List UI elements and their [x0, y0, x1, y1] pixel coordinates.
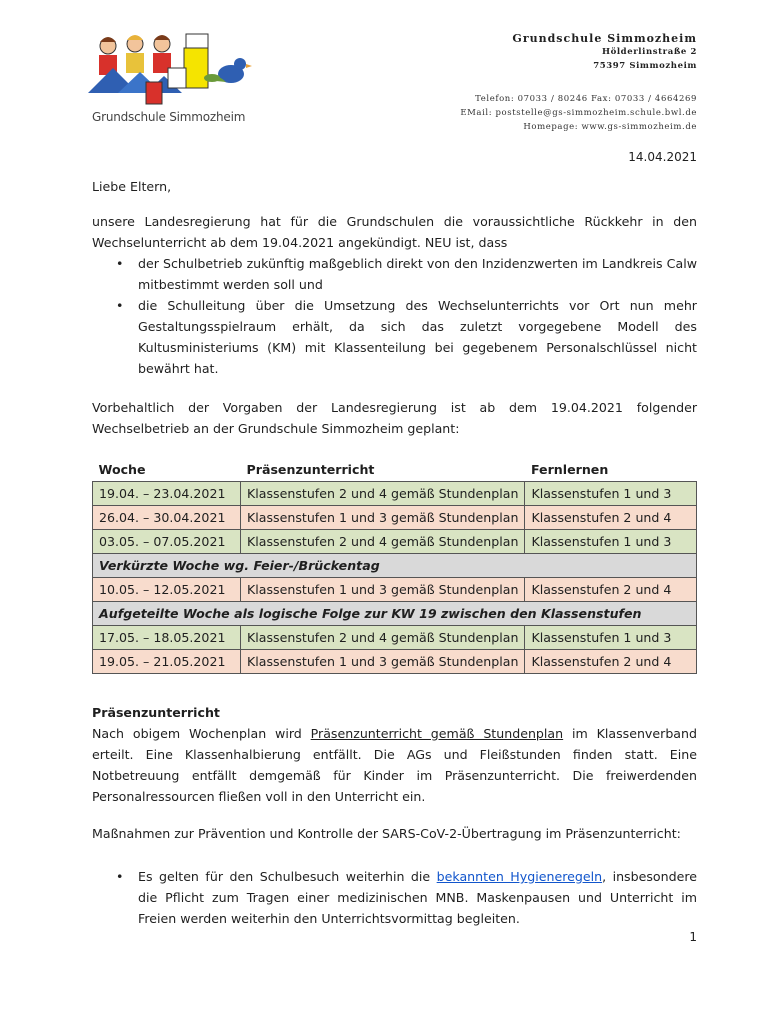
- cell-remote: Klassenstufen 2 und 4: [525, 506, 697, 530]
- page-number: 1: [689, 930, 697, 944]
- cell-note: Aufgeteilte Woche als logische Folge zur KW 19 zwischen den Klassenstufen: [93, 602, 697, 626]
- intro-paragraph: unsere Landesregierung hat für die Grundschulen die voraussichtliche Rückkehr in den Wechselunterricht ab dem 19.04.2021 angekündigt. NEU ist, dass: [92, 214, 697, 250]
- table-row: [93, 578, 697, 602]
- bullet-icon: •: [116, 256, 124, 271]
- cell-week: 26.04. – 30.04.2021: [93, 506, 241, 530]
- hygiene-rules-link[interactable]: bekannten Hygieneregeln: [436, 869, 603, 884]
- phone-fax: Telefon: 07033 / 80246 Fax: 07033 / 4664269: [475, 94, 697, 104]
- measure-text-end: , insbesondere die Pflicht zum Tragen einer medizinischen MNB. Maskenpausen und Unterricht im Freien werden weiterhin den Unterrichtsvormittag begleiten.: [138, 869, 697, 926]
- cell-remote: Klassenstufen 1 und 3: [525, 626, 697, 650]
- presence-paragraph: [92, 723, 697, 807]
- homepage: Homepage: www.gs-simmozheim.de: [523, 122, 697, 132]
- cell-week: 17.05. – 18.05.2021: [93, 626, 241, 650]
- letter-date: 14.04.2021: [628, 150, 697, 164]
- cell-remote: Klassenstufen 2 und 4: [525, 650, 697, 674]
- presence-underlined-text: Präsenzunterricht gemäß Stundenplan: [310, 726, 564, 741]
- cell-presence: Klassenstufen 1 und 3 gemäß Stundenplan: [241, 650, 525, 674]
- column-header-remote: Fernlernen: [530, 461, 609, 477]
- cell-remote: Klassenstufen 2 und 4: [525, 578, 697, 602]
- logo-caption: Grundschule Simmozheim: [92, 110, 246, 124]
- column-header-week: Woche: [98, 461, 146, 477]
- cell-presence: Klassenstufen 2 und 4 gemäß Stundenplan: [241, 530, 525, 554]
- table-row: [93, 626, 697, 650]
- table-header-row: [93, 457, 697, 482]
- greeting: Liebe Eltern,: [92, 179, 172, 194]
- cell-presence: Klassenstufen 2 und 4 gemäß Stundenplan: [241, 626, 525, 650]
- cell-note: Verkürzte Woche wg. Feier-/Brückentag: [93, 554, 697, 578]
- table-row: [93, 482, 697, 506]
- bullet-icon: •: [116, 298, 124, 313]
- table-row: [93, 650, 697, 674]
- list-item: [92, 866, 697, 929]
- contact-block: [460, 92, 697, 134]
- cell-week: 10.05. – 12.05.2021: [93, 578, 241, 602]
- cell-presence: Klassenstufen 1 und 3 gemäß Stundenplan: [241, 506, 525, 530]
- cell-week: 19.05. – 21.05.2021: [93, 650, 241, 674]
- cell-presence: Klassenstufen 1 und 3 gemäß Stundenplan: [241, 578, 525, 602]
- table-row: [93, 530, 697, 554]
- measures-intro: Maßnahmen zur Prävention und Kontrolle der SARS-CoV-2-Übertragung im Präsenzunterricht:: [92, 826, 681, 841]
- cell-week: 03.05. – 07.05.2021: [93, 530, 241, 554]
- table-note-row: [93, 602, 697, 626]
- presence-heading: Präsenzunterricht: [92, 705, 220, 720]
- bullet-icon: •: [116, 869, 124, 884]
- presence-text-end: im Klassenverband erteilt. Eine Klassenhalbierung entfällt. Die AGs und Fleißstunden finden statt. Eine Notbetreuung entfällt demgemäß für Kinder im Präsenzunterricht. Die freiwerdenden Personalressourcen fließen voll in den Unterricht ein.: [92, 726, 698, 804]
- bullet-text: der Schulbetrieb zukünftig maßgeblich direkt von den Inzidenzwerten im Landkreis Calw mitbestimmt werden soll und: [138, 256, 697, 292]
- measures-bullet-list: [92, 866, 697, 929]
- bullet-text: die Schulleitung über die Umsetzung des Wechselunterrichts vor Ort nun mehr Gestaltungsspielraum erhält, da sich das zuletzt vorgegebene Modell des Kultusministeriums (KM) mit Klassenteilung bei gegebenem Personalschlüssel nicht bewährt hat.: [138, 298, 697, 376]
- schedule-table: [92, 457, 697, 674]
- measure-text-start: Es gelten für den Schulbesuch weiterhin die: [138, 869, 437, 884]
- cell-remote: Klassenstufen 1 und 3: [525, 530, 697, 554]
- column-header-presence: Präsenzunterricht: [246, 461, 375, 477]
- intro-bullet-list: [92, 253, 697, 379]
- school-name: Grundschule Simmozheim: [512, 32, 697, 45]
- presence-text-start: Nach obigem Wochenplan wird: [92, 726, 311, 741]
- table-note-row: [93, 554, 697, 578]
- table-row: [93, 506, 697, 530]
- plan-intro-paragraph: Vorbehaltlich der Vorgaben der Landesregierung ist ab dem 19.04.2021 folgender Wechselbetrieb an der Grundschule Simmozheim geplant:: [92, 400, 697, 436]
- list-item: [92, 295, 697, 379]
- cell-week: 19.04. – 23.04.2021: [93, 482, 241, 506]
- school-street: Hölderlinstraße 2: [601, 47, 697, 57]
- cell-presence: Klassenstufen 2 und 4 gemäß Stundenplan: [241, 482, 525, 506]
- email: EMail: poststelle@gs-simmozheim.schule.bwl.de: [460, 108, 697, 118]
- school-city: 75397 Simmozheim: [593, 61, 697, 71]
- cell-remote: Klassenstufen 1 und 3: [525, 482, 697, 506]
- list-item: [92, 253, 697, 295]
- school-address-block: [512, 32, 697, 73]
